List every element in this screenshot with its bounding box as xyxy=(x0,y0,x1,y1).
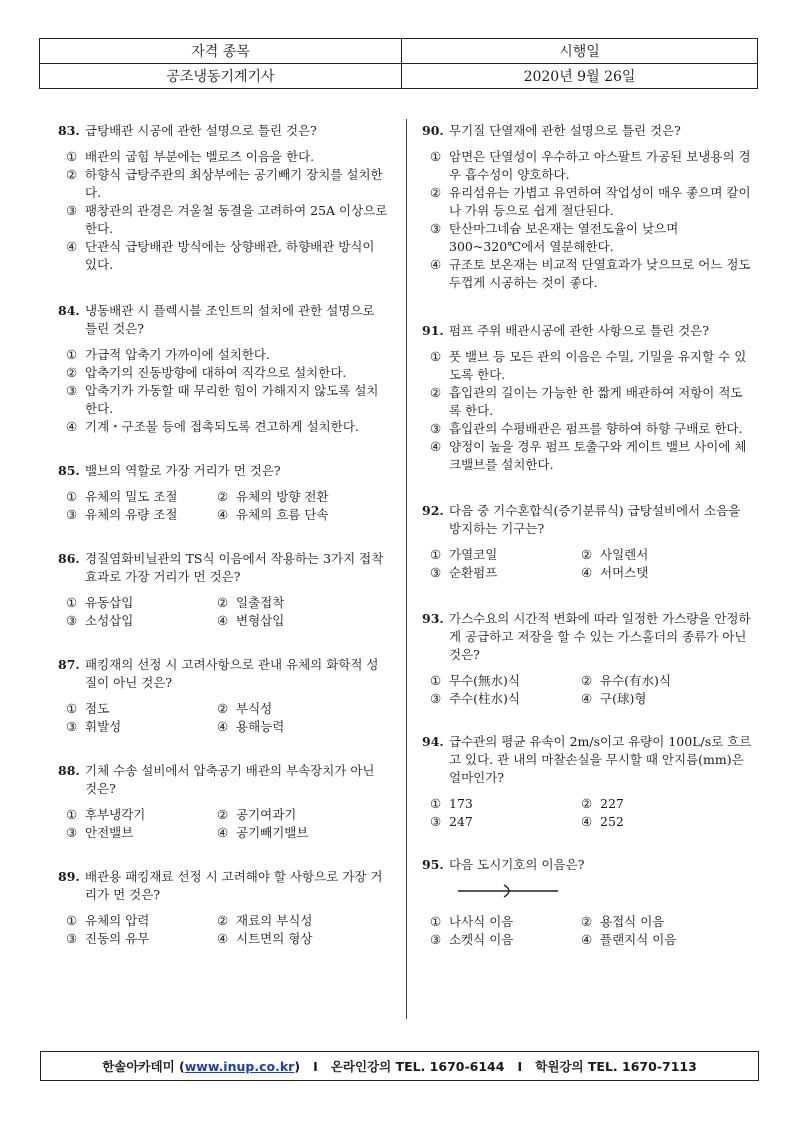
answer-option xyxy=(66,382,388,418)
question-text: 기체 수송 설비에서 압축공기 배관의 부속장치가 아닌 것은? xyxy=(85,763,375,796)
option-text: 소성삽입 xyxy=(85,613,134,628)
option-number: ② xyxy=(66,365,78,380)
question-stem xyxy=(58,550,388,586)
answer-option xyxy=(217,612,387,630)
option-number: ① xyxy=(430,349,442,364)
question-stem xyxy=(58,462,388,480)
question-block xyxy=(422,122,752,292)
pipe-joint-symbol-icon xyxy=(458,884,558,898)
option-text: 후부냉각기 xyxy=(85,807,146,822)
option-number: ② xyxy=(66,167,78,182)
question-number: 92. xyxy=(422,503,444,518)
answer-option xyxy=(430,420,752,438)
column-divider xyxy=(406,119,407,1019)
option-text: 탄산마그네슘 보온재는 열전도율이 낮으며 300~320℃에서 열분해한다. xyxy=(449,221,679,254)
question-text: 급수관의 평균 유속이 2m/s이고 유량이 100L/s로 흐르고 있다. 관 내의 마찰손실을 무시할 때 안지름(mm)은 얼마인가? xyxy=(449,734,752,785)
option-number: ① xyxy=(430,673,442,688)
answer-options xyxy=(58,700,388,736)
answer-options xyxy=(58,912,388,948)
option-text: 공기빼기밸브 xyxy=(236,825,309,840)
answer-option xyxy=(581,546,751,564)
header-label-subject: 자격 종목 xyxy=(40,39,402,64)
exam-name: 공조냉동기계기사 xyxy=(40,64,402,89)
answer-option xyxy=(217,806,387,824)
option-text: 순환펌프 xyxy=(449,565,498,580)
question-stem xyxy=(422,733,752,787)
option-number: ① xyxy=(430,149,442,164)
answer-options xyxy=(58,346,388,436)
left-question-column xyxy=(58,122,388,948)
answer-option xyxy=(430,795,581,813)
answer-option xyxy=(217,700,387,718)
option-number: ③ xyxy=(66,507,78,522)
answer-option xyxy=(66,718,217,736)
option-text: 252 xyxy=(600,814,624,829)
option-number: ④ xyxy=(66,419,78,434)
option-number: ③ xyxy=(430,814,442,829)
option-number: ① xyxy=(430,914,442,929)
option-text: 기계・구조물 등에 접촉되도록 견고하게 설치한다. xyxy=(85,419,359,434)
option-text: 유수(有水)식 xyxy=(600,673,671,688)
option-text: 가열코일 xyxy=(449,547,498,562)
option-text: 용접식 이음 xyxy=(600,914,665,929)
question-block xyxy=(422,502,752,582)
option-number: ④ xyxy=(217,507,229,522)
footer-academy: 한솔아카데미 xyxy=(102,1059,175,1074)
footer-separator: I xyxy=(313,1058,318,1074)
right-question-column xyxy=(422,122,752,949)
question-number: 89. xyxy=(58,869,80,884)
exam-date: 2020년 9월 26일 xyxy=(402,64,758,89)
answer-option xyxy=(430,546,581,564)
option-text: 재료의 부식성 xyxy=(236,913,313,928)
answer-option xyxy=(66,612,217,630)
option-number: ③ xyxy=(430,565,442,580)
answer-option xyxy=(430,564,581,582)
option-text: 플랜지식 이음 xyxy=(600,932,677,947)
option-text: 173 xyxy=(449,796,473,811)
option-number: ④ xyxy=(581,565,593,580)
option-number: ④ xyxy=(581,691,593,706)
option-text: 암면은 단열성이 우수하고 아스팔트 가공된 보냉용의 경우 흡수성이 양호하다. xyxy=(449,149,751,182)
question-stem xyxy=(58,868,388,904)
option-number: ② xyxy=(217,489,229,504)
answer-option xyxy=(430,148,752,184)
question-text: 무기질 단열재에 관한 설명으로 틀린 것은? xyxy=(449,123,681,138)
option-number: ③ xyxy=(66,383,78,398)
option-text: 유체의 유량 조절 xyxy=(85,507,178,522)
answer-option xyxy=(66,506,217,524)
option-number: ④ xyxy=(430,439,442,454)
option-text: 나사식 이음 xyxy=(449,914,514,929)
question-text: 가스수요의 시간적 변화에 따라 일정한 가스량을 안정하게 공급하고 저장을 할 수 있는 가스홀더의 종류가 아닌 것은? xyxy=(449,611,751,662)
question-number: 85. xyxy=(58,463,80,478)
question-text: 다음 도시기호의 이음은? xyxy=(449,857,585,872)
answer-options xyxy=(422,913,752,949)
footer-separator-2: I xyxy=(517,1058,523,1074)
option-text: 흡입관의 수평배관은 펌프를 향하여 하향 구배로 한다. xyxy=(449,421,743,436)
option-text: 압축기가 가동할 때 무리한 힘이 가해지지 않도록 설치한다. xyxy=(85,383,379,416)
option-number: ③ xyxy=(66,825,78,840)
answer-option xyxy=(430,931,581,949)
answer-option xyxy=(430,184,752,220)
question-text: 급탕배관 시공에 관한 설명으로 틀린 것은? xyxy=(85,123,317,138)
option-text: 규조토 보온재는 비교적 단열효과가 낮으므로 어느 정도 두껍게 시공하는 것이 좋다. xyxy=(449,257,751,290)
option-number: ② xyxy=(217,913,229,928)
answer-option xyxy=(430,220,752,256)
option-number: ④ xyxy=(217,613,229,628)
question-number: 93. xyxy=(422,611,444,626)
option-text: 사일렌서 xyxy=(600,547,649,562)
option-number: ④ xyxy=(581,932,593,947)
answer-option xyxy=(66,166,388,202)
option-number: ② xyxy=(430,185,442,200)
option-text: 풋 밸브 등 모든 관의 이음은 수밀, 기밀을 유지할 수 있도록 한다. xyxy=(449,349,747,382)
answer-option xyxy=(581,913,751,931)
answer-option xyxy=(217,930,387,948)
answer-option xyxy=(581,795,751,813)
option-text: 유체의 방향 전환 xyxy=(236,489,329,504)
answer-options xyxy=(58,806,388,842)
answer-option xyxy=(430,256,752,292)
option-text: 하향식 급탕주관의 최상부에는 공기빼기 장치를 설치한다. xyxy=(85,167,383,200)
question-text: 다음 중 기수혼합식(증기분류식) 급탕설비에서 소음을 방지하는 기구는? xyxy=(449,503,741,536)
answer-option xyxy=(217,912,387,930)
option-number: ① xyxy=(66,149,78,164)
option-number: ① xyxy=(66,807,78,822)
question-number: 84. xyxy=(58,303,80,318)
option-number: ② xyxy=(217,807,229,822)
option-text: 변형삽입 xyxy=(236,613,285,628)
option-text: 휘발성 xyxy=(85,719,122,734)
option-number: ③ xyxy=(430,421,442,436)
option-text: 압축기의 진동방향에 대하여 직각으로 설치한다. xyxy=(85,365,347,380)
question-stem xyxy=(422,610,752,664)
question-block xyxy=(58,868,388,948)
question-number: 83. xyxy=(58,123,80,138)
answer-option xyxy=(66,364,388,382)
question-block xyxy=(58,302,388,436)
answer-options xyxy=(422,672,752,708)
option-number: ① xyxy=(430,547,442,562)
option-number: ④ xyxy=(217,825,229,840)
question-number: 94. xyxy=(422,734,444,749)
footer-online-phone: 온라인강의 TEL. 1670-6144 xyxy=(330,1059,505,1074)
option-text: 시트면의 형상 xyxy=(236,931,313,946)
option-number: ③ xyxy=(430,221,442,236)
option-text: 유체의 밀도 조절 xyxy=(85,489,178,504)
option-text: 부식성 xyxy=(236,701,273,716)
option-number: ① xyxy=(66,701,78,716)
option-number: ③ xyxy=(66,613,78,628)
option-number: ② xyxy=(217,595,229,610)
header-label-date: 시행일 xyxy=(402,39,758,64)
answer-options xyxy=(58,488,388,524)
question-block xyxy=(58,550,388,630)
question-stem xyxy=(58,302,388,338)
option-text: 안전밸브 xyxy=(85,825,134,840)
answer-option xyxy=(430,813,581,831)
answer-option xyxy=(430,913,581,931)
question-number: 91. xyxy=(422,323,444,338)
option-number: ② xyxy=(581,796,593,811)
answer-option xyxy=(66,346,388,364)
option-text: 유리섬유는 가볍고 유연하여 작업성이 매우 좋으며 칼이나 가위 등으로 쉽게 절단된다. xyxy=(449,185,751,218)
option-number: ② xyxy=(430,385,442,400)
option-text: 유체의 압력 xyxy=(85,913,150,928)
answer-option xyxy=(430,690,581,708)
question-stem xyxy=(58,122,388,140)
question-stem xyxy=(422,122,752,140)
answer-option xyxy=(581,813,751,831)
option-number: ② xyxy=(217,701,229,716)
option-text: 주수(柱水)식 xyxy=(449,691,520,706)
answer-option xyxy=(217,718,387,736)
question-block xyxy=(422,733,752,831)
option-text: 227 xyxy=(600,796,624,811)
answer-option xyxy=(66,700,217,718)
option-number: ② xyxy=(581,547,593,562)
option-number: ④ xyxy=(581,814,593,829)
option-number: ③ xyxy=(66,719,78,734)
question-number: 90. xyxy=(422,123,444,138)
question-text: 배관용 패킹재료 선정 시 고려해야 할 사항으로 가장 거리가 먼 것은? xyxy=(85,869,383,902)
option-number: ① xyxy=(66,347,78,362)
answer-options xyxy=(58,594,388,630)
answer-option xyxy=(66,418,388,436)
question-block xyxy=(58,656,388,736)
answer-option xyxy=(581,931,751,949)
question-stem xyxy=(422,322,752,340)
question-number: 88. xyxy=(58,763,80,778)
option-text: 진동의 유무 xyxy=(85,931,150,946)
answer-option xyxy=(581,564,751,582)
question-text: 밸브의 역할로 가장 거리가 먼 것은? xyxy=(85,463,281,478)
option-text: 용해능력 xyxy=(236,719,285,734)
option-number: ④ xyxy=(217,931,229,946)
answer-options xyxy=(422,546,752,582)
option-text: 배관의 굽힘 부분에는 벨로즈 이음을 한다. xyxy=(85,149,315,164)
answer-option xyxy=(66,238,388,274)
footer-website-link[interactable]: www.inup.co.kr xyxy=(184,1058,295,1074)
option-text: 단관식 급탕배관 방식에는 상향배관, 하향배관 방식이 있다. xyxy=(85,239,375,272)
option-number: ① xyxy=(66,489,78,504)
option-number: ② xyxy=(581,914,593,929)
option-text: 흡입관의 길이는 가능한 한 짧게 배관하여 저항이 적도록 한다. xyxy=(449,385,743,418)
answer-options xyxy=(422,795,752,831)
exam-header-table xyxy=(39,38,758,89)
option-text: 일출접착 xyxy=(236,595,285,610)
answer-option xyxy=(66,488,217,506)
answer-option xyxy=(66,824,217,842)
question-block xyxy=(58,762,388,842)
answer-option xyxy=(581,672,751,690)
option-text: 유체의 흐름 단속 xyxy=(236,507,329,522)
question-block xyxy=(422,856,752,949)
option-text: 서머스탯 xyxy=(600,565,649,580)
option-number: ④ xyxy=(217,719,229,734)
option-text: 가급적 압축기 가까이에 설치한다. xyxy=(85,347,270,362)
answer-option xyxy=(217,488,387,506)
option-number: ④ xyxy=(66,239,78,254)
option-number: ② xyxy=(581,673,593,688)
answer-option xyxy=(430,348,752,384)
question-stem xyxy=(422,856,752,874)
answer-options xyxy=(58,148,388,274)
answer-option xyxy=(430,672,581,690)
question-text: 패킹재의 선정 시 고려사항으로 관내 유체의 화학적 성질이 아닌 것은? xyxy=(85,657,379,690)
question-stem xyxy=(422,502,752,538)
answer-option xyxy=(66,148,388,166)
footer-offline-phone: 학원강의 TEL. 1670-7113 xyxy=(535,1059,697,1074)
option-number: ① xyxy=(430,796,442,811)
answer-option xyxy=(66,202,388,238)
question-number: 95. xyxy=(422,857,444,872)
option-text: 구(球)형 xyxy=(600,691,647,706)
question-text: 냉동배관 시 플렉시블 조인트의 설치에 관한 설명으로 틀린 것은? xyxy=(85,303,375,336)
question-stem xyxy=(58,762,388,798)
option-number: ① xyxy=(66,913,78,928)
question-number: 86. xyxy=(58,551,80,566)
option-text: 247 xyxy=(449,814,473,829)
option-number: ③ xyxy=(66,931,78,946)
option-text: 무수(無水)식 xyxy=(449,673,520,688)
answer-option xyxy=(217,824,387,842)
option-text: 소켓식 이음 xyxy=(449,932,514,947)
option-text: 점도 xyxy=(85,701,110,716)
option-text: 양정이 높을 경우 펌프 토출구와 게이트 밸브 사이에 체크밸브를 설치한다. xyxy=(449,439,747,472)
answer-option xyxy=(217,594,387,612)
question-block xyxy=(422,610,752,708)
option-number: ① xyxy=(66,595,78,610)
answer-option xyxy=(66,806,217,824)
option-number: ③ xyxy=(430,691,442,706)
option-text: 팽창관의 관경은 겨울철 동결을 고려하여 25A 이상으로 한다. xyxy=(85,203,388,236)
answer-option xyxy=(66,930,217,948)
answer-option xyxy=(66,594,217,612)
question-block xyxy=(422,322,752,474)
question-number: 87. xyxy=(58,657,80,672)
answer-option xyxy=(430,384,752,420)
option-text: 공기여과기 xyxy=(236,807,297,822)
footer: 한솔아카데미 ( www.inup.co.kr ) I 온라인강의 TEL. 1670-6144 I 학원강의 TEL. 1670-7113 xyxy=(40,1051,759,1081)
answer-options xyxy=(422,348,752,474)
question-block xyxy=(58,122,388,274)
answer-option xyxy=(66,912,217,930)
answer-option xyxy=(581,690,751,708)
option-number: ③ xyxy=(66,203,78,218)
question-text: 경질염화비닐관의 TS식 이음에서 작용하는 3가지 접착효과로 가장 거리가 먼 것은? xyxy=(85,551,384,584)
question-stem xyxy=(58,656,388,692)
answer-option xyxy=(217,506,387,524)
question-block xyxy=(58,462,388,524)
answer-options xyxy=(422,148,752,292)
question-text: 펌프 주위 배관시공에 관한 사항으로 틀린 것은? xyxy=(449,323,709,338)
option-number: ④ xyxy=(430,257,442,272)
answer-option xyxy=(430,438,752,474)
option-text: 유동삽입 xyxy=(85,595,134,610)
option-number: ③ xyxy=(430,932,442,947)
